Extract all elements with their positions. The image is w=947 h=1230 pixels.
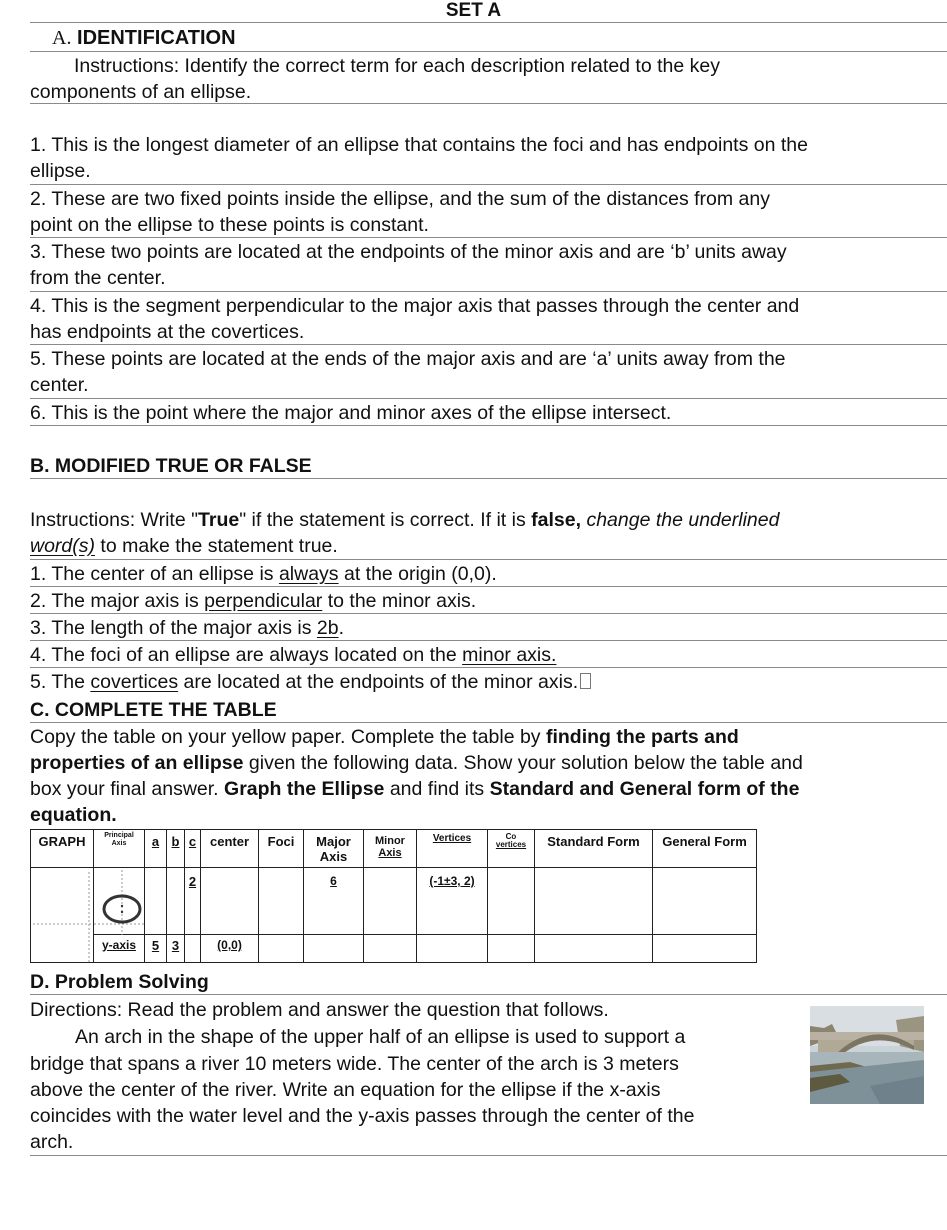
principal-axis-cell [94, 935, 145, 963]
divider [30, 51, 947, 52]
header-label: center [209, 834, 250, 849]
vertices-value: (-1±3, 2) [429, 874, 475, 888]
list-item: 5. These points are located at the ends of the major axis and are ‘a’ units away from the [30, 348, 786, 370]
principal-axis-value: y-axis [101, 938, 137, 952]
c-value: 2 [188, 874, 197, 889]
header-center [201, 830, 259, 868]
divider [30, 398, 947, 399]
divider [30, 1155, 947, 1156]
c-cell [185, 868, 201, 935]
text: 1. The center of an ellipse is [30, 563, 279, 585]
section-d-heading: D. Problem Solving [30, 971, 209, 993]
vertices-cell [417, 868, 488, 935]
foci-cell [259, 935, 304, 963]
header-label: vertices [495, 840, 527, 849]
page-title: SET A [445, 0, 502, 21]
header-label: Standard Form [547, 834, 640, 849]
header-minor-axis [364, 830, 417, 868]
header-principal-axis [94, 830, 145, 868]
text: 5. The [30, 671, 91, 693]
list-item: has endpoints at the covertices. [30, 321, 305, 343]
header-general-form [653, 830, 757, 868]
list-item: center. [30, 374, 89, 396]
section-b-instructions-2 [30, 533, 338, 559]
text-bold: properties of an ellipse [30, 752, 244, 774]
a-cell [145, 935, 167, 963]
list-item [30, 642, 556, 668]
divider [30, 103, 947, 104]
divider [30, 291, 947, 292]
text: 2. The major axis is [30, 590, 205, 612]
text-bold: Standard and General form of the [489, 778, 800, 800]
header-label: b [171, 834, 180, 849]
section-a-letter: A. [52, 27, 72, 49]
problem-text: above the center of the river. Write an equation for the ellipse if the x-axis [30, 1079, 661, 1101]
header-label: General Form [662, 834, 747, 849]
list-item: from the center. [30, 267, 166, 289]
header-co-vertices [488, 830, 535, 868]
list-item: 3. These two points are located at the endpoints of the minor axis and are ‘b’ units away [30, 241, 787, 263]
section-d-directions: Directions: Read the problem and answer the question that follows. [30, 999, 609, 1021]
list-item: point on the ellipse to these points is constant. [30, 214, 429, 236]
header-b [167, 830, 185, 868]
section-a-heading [52, 27, 236, 50]
text: Instructions: Write " [30, 509, 199, 531]
divider [30, 425, 947, 426]
divider [30, 667, 947, 668]
list-item: 6. This is the point where the major and minor axes of the ellipse intersect. [30, 402, 672, 424]
header-label: c [188, 834, 197, 849]
b-value: 3 [171, 938, 180, 953]
underlined-word: minor axis. [462, 644, 557, 666]
divider [30, 237, 947, 238]
minor-axis-cell [364, 868, 417, 935]
ellipse-parts-table [30, 829, 757, 963]
underlined-word: 2b [316, 617, 339, 639]
c-cell [185, 935, 201, 963]
text-bold: Graph the Ellipse [224, 778, 385, 800]
standard-form-cell [535, 868, 653, 935]
header-label: Foci [267, 834, 295, 849]
section-b-heading: B. MODIFIED TRUE OR FALSE [30, 455, 312, 477]
text: 3. The length of the major axis is [30, 617, 317, 639]
text-bold: false, [531, 509, 582, 531]
major-axis-cell [304, 935, 364, 963]
header-label: Vertices [432, 833, 472, 844]
list-item: 1. This is the longest diameter of an ellipse that contains the foci and has endpoints on the [30, 134, 808, 156]
general-form-cell [653, 935, 757, 963]
general-form-cell [653, 868, 757, 935]
text-bold: finding the parts and [545, 726, 739, 748]
header-label: Axis [319, 849, 348, 864]
problem-text: bridge that spans a river 10 meters wide. The center of the arch is 3 meters [30, 1053, 679, 1075]
text: 4. The foci of an ellipse are always located on the [30, 644, 463, 666]
header-major-axis [304, 830, 364, 868]
text: . [338, 617, 344, 639]
header-c [185, 830, 201, 868]
principal-axis-cell [94, 868, 145, 935]
section-c-paragraph-4: equation. [30, 804, 117, 826]
header-a [145, 830, 167, 868]
section-c-heading: C. COMPLETE THE TABLE [30, 699, 277, 721]
problem-text: coincides with the water level and the y-axis passes through the center of the [30, 1105, 695, 1127]
underlined-word: perpendicular [204, 590, 323, 612]
text: are located at the endpoints of the minor axis. [178, 671, 579, 693]
text: and find its [384, 778, 490, 800]
list-item [30, 561, 497, 587]
text-italic: word(s) [30, 535, 96, 557]
arch-bridge-image [810, 1006, 924, 1104]
underlined-word: always [278, 563, 339, 585]
graph-cell [31, 868, 94, 963]
divider [30, 184, 947, 185]
header-label: Major [316, 834, 351, 849]
a-cell [145, 868, 167, 935]
header-foci [259, 830, 304, 868]
b-cell [167, 935, 185, 963]
co-vertices-cell [488, 935, 535, 963]
major-axis-cell [304, 868, 364, 935]
a-value: 5 [151, 938, 160, 953]
header-label: a [151, 834, 160, 849]
text-bold: True [198, 509, 240, 531]
co-vertices-cell [488, 868, 535, 935]
section-c-paragraph-2 [30, 750, 803, 776]
text: at the origin (0,0). [338, 563, 497, 585]
divider [30, 478, 947, 479]
ellipse-graph-icon [94, 868, 144, 935]
header-label: Minor [375, 835, 405, 847]
list-item [30, 615, 344, 641]
missing-glyph-icon [580, 673, 591, 689]
list-item: 4. This is the segment perpendicular to the major axis that passes through the center and [30, 295, 800, 317]
header-standard-form [535, 830, 653, 868]
divider [30, 586, 947, 587]
section-c-paragraph-1 [30, 724, 739, 750]
section-c-paragraph-3 [30, 776, 799, 802]
list-item: ellipse. [30, 160, 91, 182]
foci-cell [259, 868, 304, 935]
section-a-instructions-1: Instructions: Identify the correct term for each description related to the key [74, 55, 720, 77]
text: to the minor axis. [322, 590, 477, 612]
header-label: Axis [111, 840, 127, 847]
problem-text: arch. [30, 1131, 74, 1153]
section-a-instructions-2: components of an ellipse. [30, 81, 252, 103]
divider [30, 722, 947, 723]
vertices-cell [417, 935, 488, 963]
text-italic: change the underlined [581, 509, 780, 531]
divider [30, 994, 947, 995]
header-label: Co [505, 832, 517, 841]
section-a-title: IDENTIFICATION [77, 27, 236, 49]
header-graph-label: GRAPH [38, 834, 86, 849]
divider [30, 613, 947, 614]
text: Copy the table on your yellow paper. Complete the table by [30, 726, 546, 748]
center-value: (0,0) [217, 938, 242, 952]
text: " if the statement is correct. If it is [239, 509, 532, 531]
divider [30, 640, 947, 641]
center-cell [201, 935, 259, 963]
divider [30, 559, 947, 560]
list-item [30, 588, 476, 614]
standard-form-cell [535, 935, 653, 963]
minor-axis-cell [364, 935, 417, 963]
b-cell [167, 868, 185, 935]
problem-text: An arch in the shape of the upper half of an ellipse is used to support a [75, 1026, 686, 1048]
header-label: Principal [104, 832, 134, 839]
header-vertices [417, 830, 488, 868]
header-graph [31, 830, 94, 868]
ellipse-graph-icon [31, 868, 93, 963]
text: to make the statement true. [95, 535, 338, 557]
major-axis-value: 6 [330, 874, 337, 888]
center-cell [201, 868, 259, 935]
divider [30, 344, 947, 345]
header-label: Axis [378, 847, 402, 859]
section-b-instructions [30, 507, 779, 533]
underlined-word: covertices [90, 671, 179, 693]
list-item [30, 669, 591, 695]
list-item: 2. These are two fixed points inside the ellipse, and the sum of the distances from any [30, 188, 770, 210]
divider [30, 22, 947, 23]
text: given the following data. Show your solution below the table and [243, 752, 803, 774]
text: box your final answer. [30, 778, 225, 800]
